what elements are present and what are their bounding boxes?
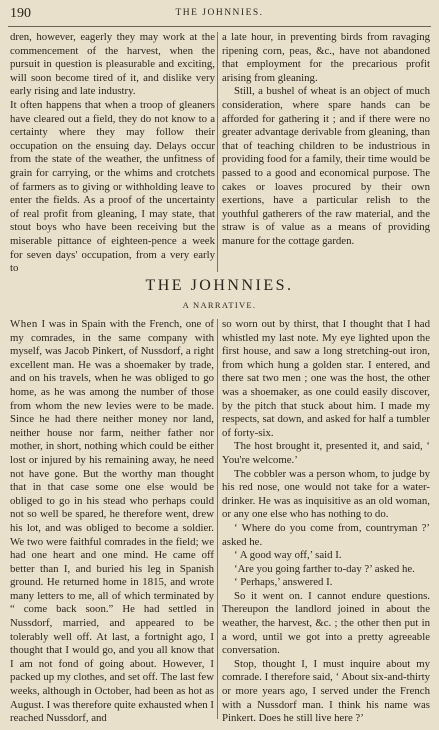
paragraph: so worn out by thirst, that I thought that I had whistled my last note. My eye lighted upon the first house, and saw a long stretching-out iron, from which hung a golden star. I entered, and there sat two men ; one was the host, the other was a shoemaker, as one could easily discover, by the pitch that stuck about him. I made my respects, sat down, and asked for half a tumbler of forty-six. — [222, 318, 430, 439]
paragraph: ‘ Perhaps,’ answered I. — [234, 576, 333, 589]
previous-article-left-column — [10, 31, 215, 276]
opening-word: When — [10, 318, 38, 330]
story-title: THE JOHNNIES. — [145, 277, 294, 294]
story-right-column — [222, 318, 430, 726]
paragraph: ‘ A good way off,’ said I. — [234, 549, 342, 562]
page-header — [0, 0, 439, 22]
paragraph: So it went on. I cannot endure questions. Thereupon the landlord joined in about the weather, the harvest, &c. ; the other then put in a word, until we got into a pretty agreeable conversation. — [222, 589, 430, 657]
previous-article-right-column — [222, 31, 430, 249]
paragraph: The host brought it, presented it, and said, ‘ You're welcome.’ — [222, 440, 430, 466]
page-number: 190 — [10, 6, 31, 21]
paragraph: Stop, thought I, I must inquire about my comrade. I therefore said, ‘ About six-and-thirty or more years ago, I served under the French with a Nussdorf man. I think his name was Pinkert. Does he still live here ?’ — [222, 657, 430, 725]
column-divider — [217, 319, 218, 719]
paragraph: It often happens that when a troop of gleaners have cleared out a field, they do not know to a certainty where they may follow their occupation on the ensuing day. Delays occur from the state of the weather, the unfitness of grain for carrying, or the whims and crotchets of farmers as to giving or withholding leave to enter the fields. As a proof of the uncertainty of real profit from gleaning, I may state, that stout boys who have been receiving but the miserable pittance of eighteen-pence a week for seven days' occupation, from a very early to — [10, 98, 215, 275]
header-rule — [8, 26, 431, 27]
running-title: THE JOHNNIES. — [175, 8, 264, 18]
paragraph: The cobbler was a person whom, to judge by his red nose, one would not take for a water-drinker. He was as inquisitive as an old woman, or any one else who has nothing to do. — [222, 467, 430, 521]
paragraph-text: I was in Spain with the French, one of my comrades, in the same company with myself, was Jacob Pinkert, of Nussdorf, a right excellent man. He was a shoemaker by trade, and on his travels, when he was obliged to go home, as he was among the number of those from whom the new levies were to be made. Since he had there neither money nor land, neither house nor farm, neither father nor mother, in short, nothing which could be either lost or injured by his remaining away, he need not have gone. But the worthy man thought that in that case some one else would be obliged to go in his stead who perhaps could not so well be spared, he therefore went, drew his lot, and was obliged to become a soldier. We two were faithful comrades in the field; we had one heart and one mind. He came off better than I, and buried his leg in Spanish ground. He returned home in 1815, and wrote many letters to me, all of which terminated by “ come back soon.” He had settled in Nussdorf, married, and appeared to be tolerably well off. At last, a fortnight ago, I thought that I would go, and you all know that I am not fond of going about. However, I packed up my clothes, and set off. The last few weeks, although in October, had been as hot as August. I was therefore quite exhausted when I reached Nussdorf, and — [10, 318, 214, 725]
paragraph: a late hour, in preventing birds from ravaging ripening corn, peas, &c., have not abandoned that employment for the precarious profit arising from gleaning. — [222, 31, 430, 84]
paragraph: dren, however, eagerly they may work at the commencement of the harvest, when the pursuit in question is pleasurable and exciting, will soon become tired of it, and dislike very early rising and late industry. — [10, 31, 215, 98]
paragraph: ‘Are you going farther to-day ?’ asked he. — [234, 562, 415, 575]
paragraph: Still, a bushel of wheat is an object of much consideration, where spare hands can be afforded for gathering it ; and if there were no greater advantage derivable from gleaning, than that of teaching children to be industrious in providing food for a family, their time would be passed to a good and economical purpose. The cakes or loaves procured by their own exertions, have a particular relish to the youthful gatherers of the raw material, and the straw is of value as a means of providing manure for the cottage garden. — [222, 85, 430, 247]
opening-paragraph — [10, 318, 214, 726]
paragraph: ‘ Where do you come from, countryman ?’ asked he. — [222, 521, 430, 548]
story-left-column — [10, 318, 214, 726]
column-divider — [217, 32, 218, 272]
story-subtitle: A NARRATIVE. — [182, 300, 257, 310]
